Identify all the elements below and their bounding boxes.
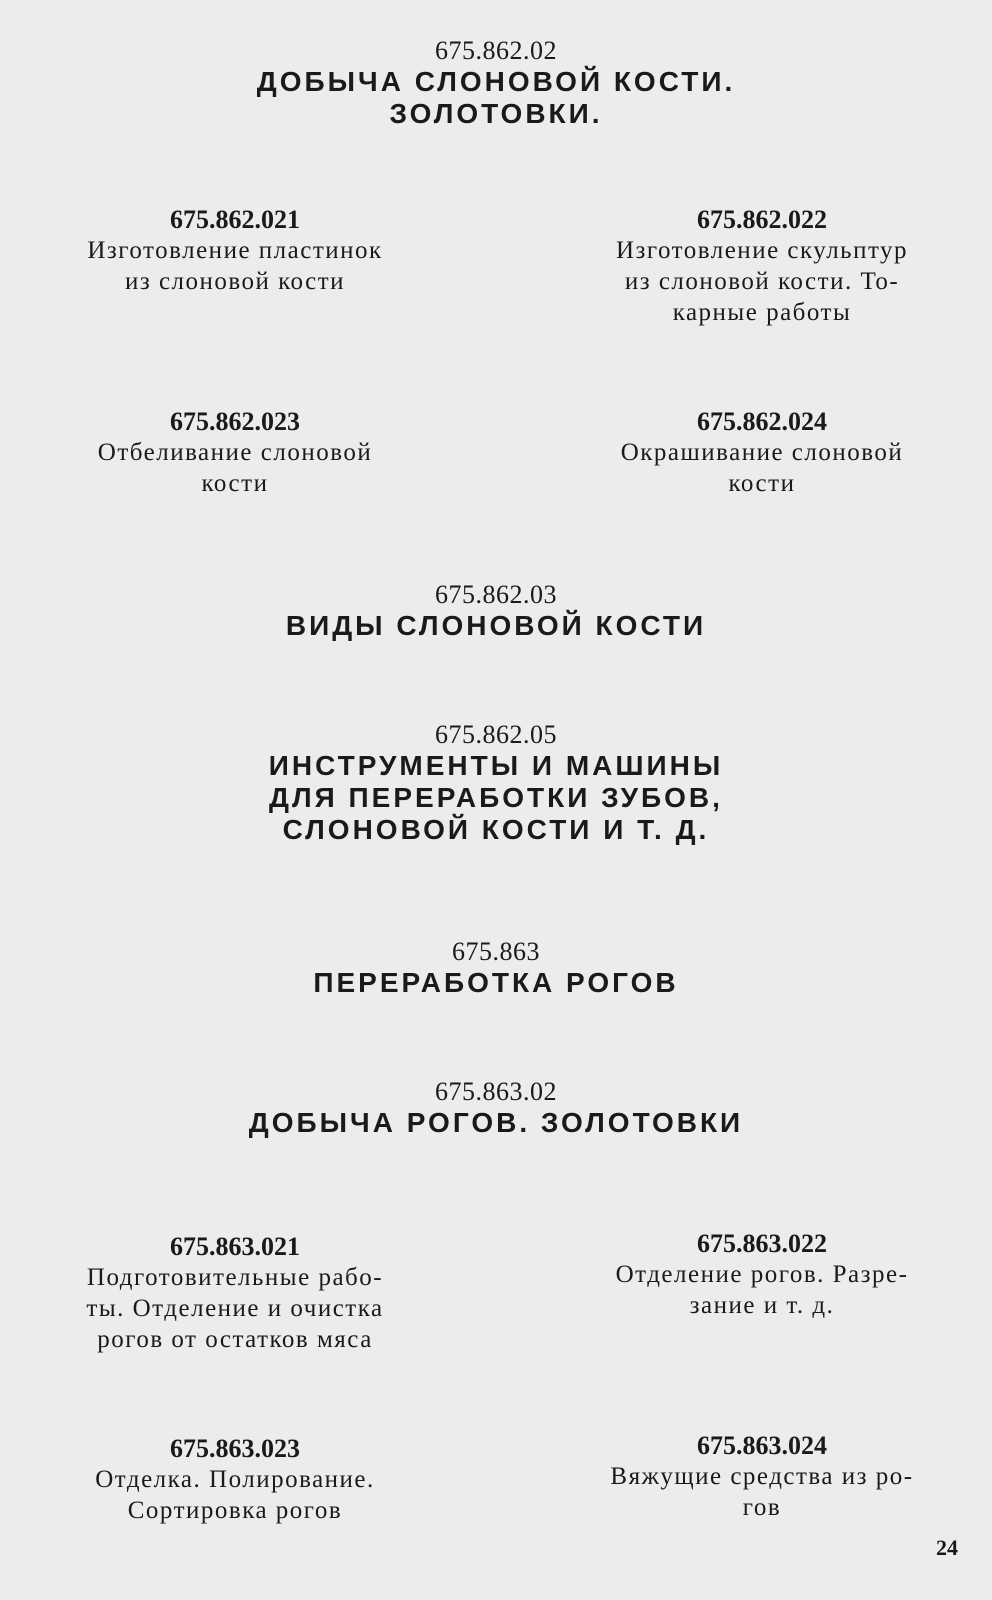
entry-text-line: Отделка. Полирование. [95, 1466, 375, 1493]
entry-code: 675.862.023 [170, 407, 300, 436]
section-title-line: ВИДЫ СЛОНОВОЙ КОСТИ [285, 610, 707, 641]
entry-code: 675.862.024 [697, 407, 827, 436]
section-code: 675.862.02 [435, 36, 557, 65]
entry-code: 675.863.023 [170, 1434, 300, 1463]
entry-675-863-023 [40, 1434, 430, 1526]
entry-text-line: Изготовление пластинок [87, 237, 383, 264]
entry-text-line: кости [201, 470, 269, 497]
entry-text-line: зание и т. д. [689, 1292, 835, 1319]
entry-675-863-022 [562, 1229, 962, 1321]
section-code: 675.863 [452, 937, 540, 966]
section-title-line: ДОБЫЧА СЛОНОВОЙ КОСТИ. [256, 66, 736, 97]
entry-text-line: Сортировка рогов [127, 1497, 343, 1524]
section-title-line: ИНСТРУМЕНТЫ И МАШИНЫ [268, 750, 724, 781]
section-code: 675.862.03 [435, 580, 557, 609]
section-675-862-02 [0, 36, 992, 130]
entry-text-line: Отделение рогов. Разре- [615, 1261, 909, 1288]
entry-675-863-021 [40, 1232, 430, 1355]
entry-code: 675.863.024 [697, 1431, 827, 1460]
section-675-863 [0, 937, 992, 999]
entry-text-line: ты. Отделение и очистка [86, 1295, 384, 1322]
section-675-863-02 [0, 1077, 992, 1139]
page-number: 24 [936, 1535, 958, 1560]
section-title-line: ДЛЯ ПЕРЕРАБОТКИ ЗУБОВ, [269, 782, 723, 813]
section-code: 675.863.02 [435, 1077, 557, 1106]
section-title-line: СЛОНОВОЙ КОСТИ И Т. Д. [282, 814, 710, 845]
entry-text-line: Подготовительные рабо- [86, 1264, 384, 1291]
section-title-line: ДОБЫЧА РОГОВ. ЗОЛОТОВКИ [248, 1107, 744, 1138]
entry-675-862-022 [562, 205, 962, 328]
section-code: 675.862.05 [435, 720, 557, 749]
entry-text-line: карные работы [672, 299, 852, 326]
entry-code: 675.863.021 [170, 1232, 300, 1261]
entry-text-line: из слоновой кости [124, 268, 346, 295]
entry-text-line: Отбеливание слоновой [97, 439, 373, 466]
entry-text-line: гов [742, 1494, 782, 1521]
entry-675-862-021 [40, 205, 430, 297]
entry-code: 675.862.021 [170, 205, 300, 234]
section-title-line: ПЕРЕРАБОТКА РОГОВ [313, 967, 679, 998]
entry-675-862-024 [562, 407, 962, 499]
entry-code: 675.862.022 [697, 205, 827, 234]
entry-675-862-023 [40, 407, 430, 499]
entry-text-line: кости [728, 470, 796, 497]
entry-code: 675.863.022 [697, 1229, 827, 1258]
section-675-862-03 [0, 580, 992, 642]
entry-text-line: Изготовление скульптур [615, 237, 909, 264]
entry-text-line: Окрашивание слоновой [620, 439, 904, 466]
section-675-862-05 [0, 720, 992, 846]
entry-text-line: из слоновой кости. То- [624, 268, 900, 295]
entry-text-line: рогов от остатков мяса [97, 1326, 373, 1353]
entry-675-863-024 [562, 1431, 962, 1523]
section-title-line: ЗОЛОТОВКИ. [389, 98, 603, 129]
entry-text-line: Вяжущие средства из ро- [610, 1463, 914, 1490]
